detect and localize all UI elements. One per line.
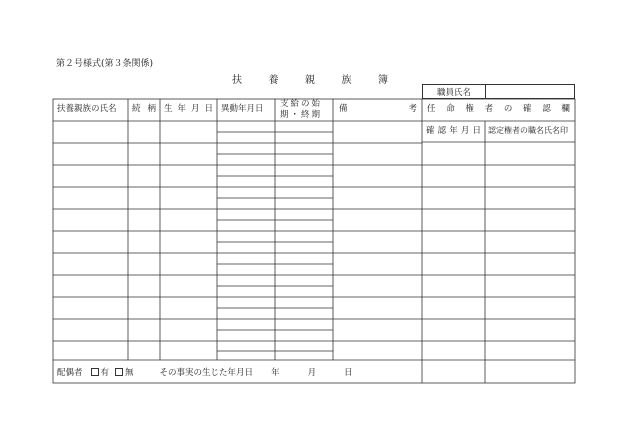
col-header-name: 扶養親族の氏名 (57, 104, 117, 114)
header-char: 任 (427, 104, 436, 114)
header-char: の (503, 104, 513, 114)
header-char: 柄 (147, 104, 156, 114)
header-char: 日 (472, 126, 481, 136)
header-char: 権 (465, 104, 474, 114)
fact-year-label: 年 (271, 368, 280, 378)
col-header-confirm-date (426, 127, 481, 136)
fact-month-label: 月 (307, 368, 317, 378)
staff-name-label: 職員氏名 (423, 85, 486, 98)
header-char: 欄 (561, 104, 570, 114)
col-header-change-date: 異動年月日 (221, 104, 264, 114)
header-char: 確 (523, 104, 532, 114)
title-char: 養 (268, 75, 279, 86)
header-char: 認 (437, 126, 447, 136)
header-char: 続 (132, 104, 141, 114)
header-char: 年 (449, 126, 458, 136)
title-char: 扶 (232, 75, 242, 86)
spouse-no-checkbox[interactable] (115, 368, 123, 376)
spouse-label: 配偶者 (57, 368, 83, 378)
header-char: 考 (408, 104, 417, 114)
header-char: 月 (190, 104, 200, 114)
fact-day-label: 日 (344, 368, 353, 378)
col-header-birth (164, 105, 213, 114)
fact-date-label: その事実の生じた年月日 (159, 368, 254, 378)
col-header-remarks (339, 105, 417, 114)
header-char: 確 (426, 126, 435, 136)
title-char: 簿 (378, 75, 388, 86)
header-char: 年 (177, 104, 186, 114)
header-char: 生 (164, 104, 173, 114)
col-header-payment-line2: 期・終期 (280, 110, 323, 120)
form-number: 第２号様式(第３条関係) (56, 59, 154, 69)
col-header-relation (132, 105, 156, 114)
spouse-no-label: 無 (125, 368, 134, 378)
header-char: 備 (339, 104, 348, 114)
col-header-payment-line1: 支給の始 (280, 99, 323, 109)
header-char: 日 (204, 104, 213, 114)
spouse-yes-checkbox[interactable] (91, 368, 99, 376)
header-char: 命 (446, 104, 455, 114)
col-header-confirm (427, 105, 570, 114)
header-char: 月 (460, 126, 470, 136)
title-char: 族 (341, 75, 352, 86)
title-char: 親 (305, 75, 315, 86)
footer-row (57, 366, 353, 378)
header-char: 者 (484, 104, 494, 114)
col-header-confirm-seal: 認定権者の職名氏名印 (488, 126, 568, 135)
header-char: 認 (542, 104, 551, 114)
spouse-yes-label: 有 (100, 368, 110, 378)
